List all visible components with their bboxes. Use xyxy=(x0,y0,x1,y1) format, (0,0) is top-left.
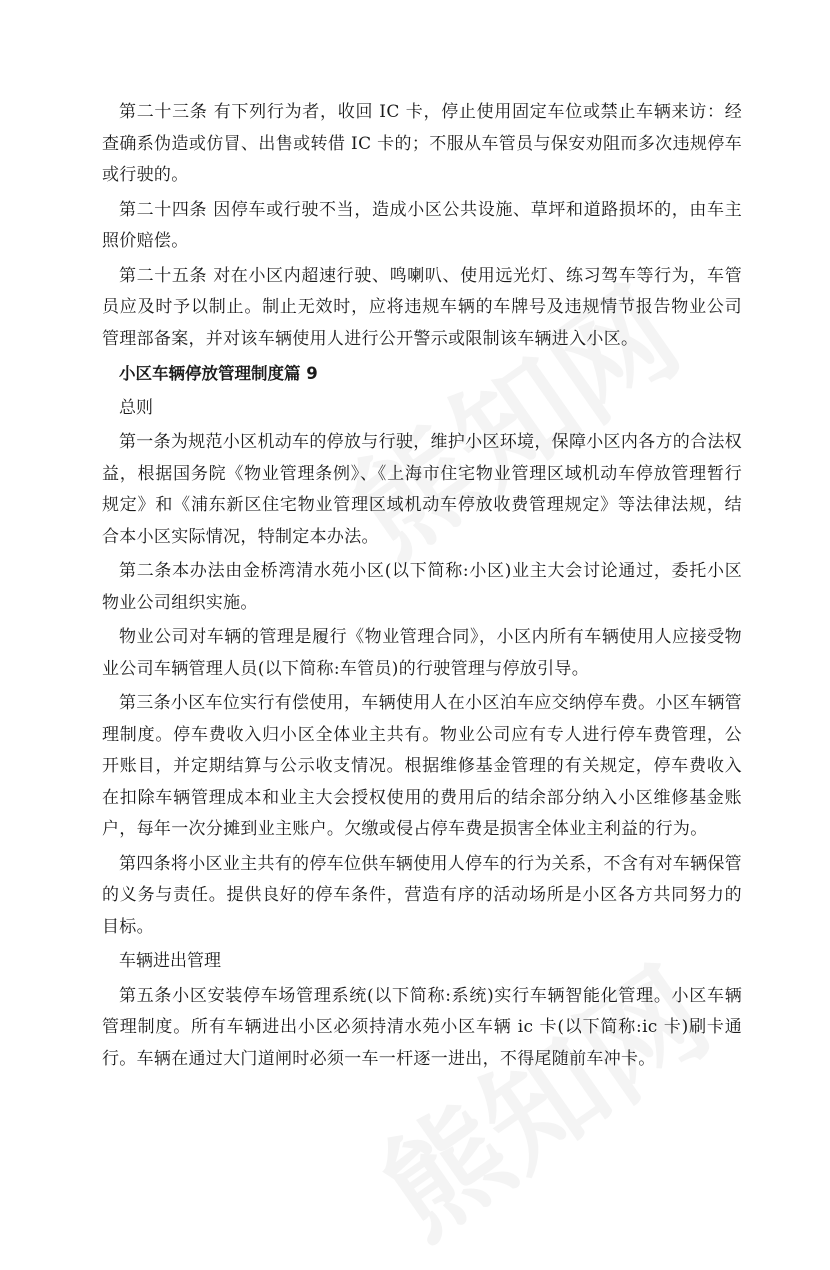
article-24: 第二十四条 因停车或行驶不当，造成小区公共设施、草坪和道路损坏的，由车主照价赔偿。 xyxy=(102,199,742,251)
article-25: 第二十五条 对在小区内超速行驶、鸣喇叭、使用远光灯、练习驾车等行为，车管员应及时予以制止。制止无效时，应将违规车辆的车牌号及违规情节报告物业公司管理部备案，并对该车辆使用人进行公开警示或限制该车辆进入小区。 xyxy=(102,265,742,349)
section-heading: 小区车辆停放管理制度篇 9 xyxy=(119,364,318,383)
article-5: 第五条小区安装停车场管理系统(以下简称:系统)实行车辆智能化管理。小区车辆管理制度。所有车辆进出小区必须持清水苑小区车辆 ic 卡(以下简称:ic 卡)刷卡通行。车辆在通过大门道闸时必须一车一杆逐一进出，不得尾随前车冲卡。 xyxy=(102,985,742,1069)
article-3: 第三条小区车位实行有偿使用，车辆使用人在小区泊车应交纳停车费。小区车辆管理制度。停车费收入归小区全体业主共有。物业公司应有专人进行停车费管理，公开账目，并定期结算与公示收支情况。根据维修基金管理的有关规定，停车费收入在扣除车辆管理成本和业主大会授权使用的费用后的结余部分纳入小区维修基金账户，每年一次分摊到业主账户。欠缴或侵占停车费是损害全体业主利益的行为。 xyxy=(102,693,742,839)
article-1: 第一条为规范小区机动车的停放与行驶，维护小区环境，保障小区内各方的合法权益，根据国务院《物业管理条例》、《上海市住宅物业管理区域机动车停放管理暂行规定》和《浦东新区住宅物业管理区域机动车停放收费管理规定》等法律法规，结合本小区实际情况，特制定本办法。 xyxy=(102,432,742,547)
article-2: 第二条本办法由金桥湾清水苑小区(以下简称:小区)业主大会讨论通过，委托小区物业公司组织实施。 xyxy=(102,561,742,613)
article-2-note: 物业公司对车辆的管理是履行《物业管理合同》，小区内所有车辆使用人应接受物业公司车辆管理人员(以下简称:车管员)的行驶管理与停放引导。 xyxy=(102,627,742,679)
article-4: 第四条将小区业主共有的停车位供车辆使用人停车的行为关系，不含有对车辆保管的义务与责任。提供良好的停车条件，营造有序的活动场所是小区各方共同努力的目标。 xyxy=(102,853,742,937)
article-23: 第二十三条 有下列行为者，收回 IC 卡，停止使用固定车位或禁止车辆来访：经查确系伪造或仿冒、出售或转借 IC 卡的；不服从车管员与保安劝阻而多次违规停车或行驶的。 xyxy=(102,102,742,185)
subsection-general: 总则 xyxy=(119,397,153,418)
subsection-vehicle-entry: 车辆进出管理 xyxy=(119,951,221,971)
document-body xyxy=(102,97,742,1078)
